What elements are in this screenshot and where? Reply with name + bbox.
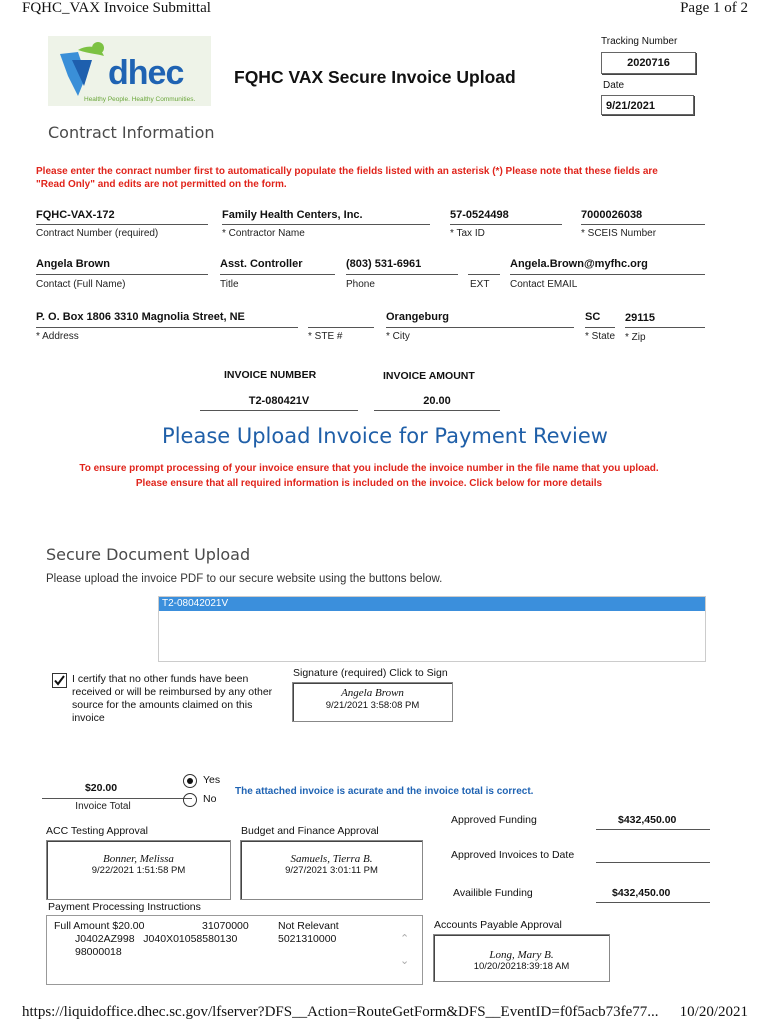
page-header-title: FQHC_VAX Invoice Submittal [22, 0, 211, 16]
invoice-total-value: $20.00 [84, 782, 118, 794]
invoice-number-label: INVOICE NUMBER [224, 369, 317, 381]
payment-line3-code: 98000018 [75, 946, 122, 958]
no-label: No [203, 793, 217, 805]
upload-heading: Please Upload Invoice for Payment Review [162, 424, 608, 448]
tracking-number-field[interactable]: 2020716 [601, 52, 696, 74]
ap-approval-label: Accounts Payable Approval [434, 919, 562, 931]
dhec-logo [48, 36, 211, 106]
upload-notice-1: To ensure prompt processing of your invoice ensure that you include the invoice number in the file name that you upload. [79, 463, 659, 474]
city-label: * City [386, 331, 410, 342]
approved-invoices-label: Approved Invoices to Date [451, 849, 575, 861]
state-label: * State [585, 331, 616, 342]
contractor-label: * Contractor Name [222, 228, 305, 239]
signature-label: Signature (required) Click to Sign [293, 667, 448, 679]
available-funding-value: $432,450.00 [612, 887, 671, 899]
no-radio[interactable] [183, 793, 197, 807]
ap-approver-name: Long, Mary B. [489, 949, 554, 961]
logo-text: dhec [108, 54, 184, 92]
upload-notice-2[interactable]: Please ensure that all required information is included on the invoice. Click below for more details [135, 478, 603, 489]
logo-tagline: Healthy People. Healthy Communities. [84, 96, 196, 103]
accuracy-statement: The attached invoice is acurate and the invoice total is correct. [235, 786, 534, 797]
address-value: P. O. Box 1806 3310 Magnolia Street, NE [36, 311, 245, 323]
ap-approval-time: 10/20/20218:39:18 AM [473, 961, 570, 972]
secure-upload-text: Please upload the invoice PDF to our secure website using the buttons below. [46, 573, 443, 585]
ext-label: EXT [470, 279, 490, 290]
checkmark-icon [53, 674, 66, 687]
ap-approval-box[interactable] [433, 934, 610, 982]
contact-label: Contact (Full Name) [36, 279, 126, 290]
yes-label: Yes [203, 774, 221, 786]
invoice-total-label: Invoice Total [75, 801, 131, 812]
invoice-amount-label: INVOICE AMOUNT [383, 370, 475, 382]
acc-approval-time: 9/22/2021 1:51:58 PM [91, 865, 186, 876]
date-field[interactable]: 9/21/2021 [601, 95, 694, 115]
phone-label: Phone [346, 279, 375, 290]
secure-upload-heading: Secure Document Upload [46, 545, 251, 564]
budget-approval-label: Budget and Finance Approval [241, 825, 379, 837]
signature-name: Angela Brown [341, 687, 404, 699]
footer-date: 10/20/2021 [679, 1004, 748, 1020]
email-label: Contact EMAIL [510, 279, 578, 290]
payment-line1-amount: Full Amount $20.00 [54, 920, 145, 932]
contract-info-heading: Contract Information [48, 123, 215, 142]
budget-approval-time: 9/27/2021 3:01:11 PM [285, 865, 378, 876]
approved-funding-value: $432,450.00 [618, 814, 677, 826]
city-value: Orangeburg [386, 311, 449, 323]
payment-instructions-box[interactable] [46, 915, 423, 985]
payment-line2-code: 5021310000 [278, 933, 337, 945]
sceis-label: * SCEIS Number [581, 228, 657, 239]
invoice-number-value[interactable]: T2-080421V [248, 395, 310, 407]
page-number: Page 1 of 2 [680, 0, 748, 16]
payment-instructions-label: Payment Processing Instructions [48, 901, 201, 913]
budget-approval-box[interactable] [240, 840, 423, 900]
payment-line1-code: 31070000 [202, 920, 249, 932]
address-label: * Address [36, 331, 79, 342]
contract-number-label: Contract Number (required) [36, 228, 159, 239]
footer-url[interactable]: https://liquidoffice.dhec.sc.gov/lfserver?DFS__Action=RouteGetForm&DFS__EventID=f0f5acb73fe77... [22, 1004, 659, 1020]
budget-approver-name: Samuels, Tierra B. [290, 853, 373, 865]
invoice-amount-value[interactable]: 20.00 [423, 395, 451, 407]
title-value[interactable]: Asst. Controller [220, 258, 303, 270]
date-label: Date [603, 80, 625, 91]
sceis-value: 7000026038 [581, 209, 643, 221]
contractor-value: Family Health Centers, Inc. [222, 209, 363, 221]
tracking-number-label: Tracking Number [601, 36, 678, 47]
email-value[interactable]: Angela.Brown@myfhc.org [510, 258, 648, 270]
signature-box[interactable] [292, 682, 453, 722]
contact-value[interactable]: Angela Brown [36, 258, 110, 270]
state-value: SC [585, 311, 601, 323]
uploaded-file-item[interactable]: T2-08042021V [159, 597, 705, 611]
phone-value[interactable]: (803) 531-6961 [346, 258, 422, 270]
acc-approval-box[interactable] [46, 840, 231, 900]
zip-label: * Zip [625, 332, 646, 343]
scroll-down-icon[interactable]: ⌄ [400, 955, 410, 967]
acc-approver-name: Bonner, Melissa [103, 853, 174, 865]
scroll-up-icon[interactable]: ⌃ [400, 933, 410, 945]
yes-radio[interactable] [183, 774, 197, 788]
ste-label: * STE # [308, 331, 343, 342]
contract-number-value[interactable]: FQHC-VAX-172 [36, 209, 115, 221]
payment-line2-codes: J0402AZ998 J040X01058580130 [75, 933, 238, 945]
acc-approval-label: ACC Testing Approval [46, 825, 148, 837]
contract-instructions: Please enter the conract number first to automatically populate the fields listed with an asterisk (*) Please note that these fields are "Read Only" and edits are not permitted on the form. [36, 166, 658, 190]
uploaded-files-list[interactable] [158, 596, 706, 662]
tax-id-label: * Tax ID [450, 228, 485, 239]
title-label: Title [220, 279, 239, 290]
approved-funding-label: Approved Funding [451, 814, 537, 826]
payment-line1-note: Not Relevant [278, 920, 339, 932]
form-title: FQHC VAX Secure Invoice Upload [234, 67, 516, 87]
signature-time: 9/21/2021 3:58:08 PM [325, 700, 420, 711]
zip-value: 29115 [625, 312, 655, 324]
tax-id-value: 57-0524498 [450, 209, 509, 221]
certify-text: I certify that no other funds have been received or will be reimbursed by any other source for the amounts claimed on this invoice [72, 673, 273, 724]
available-funding-label: Availible Funding [453, 887, 533, 899]
certify-checkbox[interactable] [52, 673, 67, 688]
